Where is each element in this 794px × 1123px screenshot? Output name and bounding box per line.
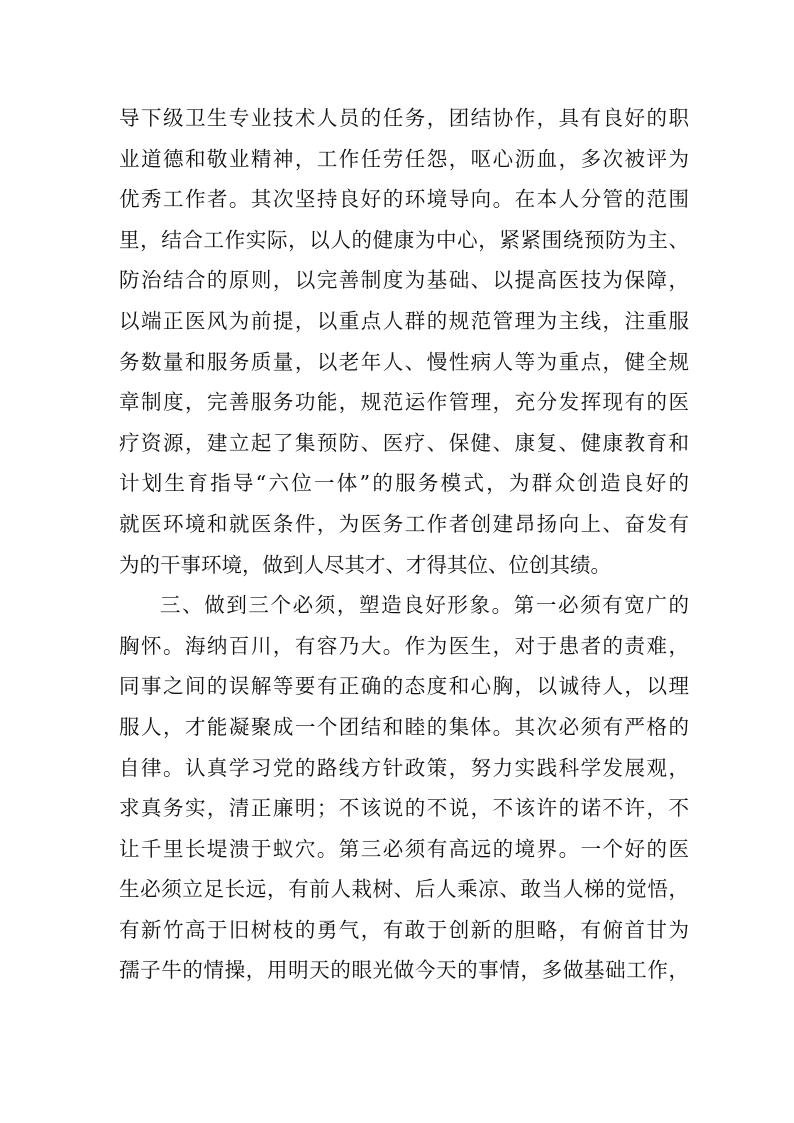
text-line: 孺子牛的情操，用明天的眼光做今天的事情，多做基础工作， <box>119 958 689 983</box>
paragraph-end-line: 为的干事环境，做到人尽其才、才得其位、位创其绩。 <box>119 552 611 577</box>
text-line: 胸怀。海纳百川，有容乃大。作为医生，对于患者的责难， <box>119 633 689 658</box>
text-line: 服人，才能凝聚成一个团结和睦的集体。其次必须有严格的 <box>119 714 689 739</box>
text-line: 务数量和服务质量，以老年人、慢性病人等为重点，健全规 <box>119 349 689 374</box>
text-line: 业道德和敬业精神，工作任劳任怨，呕心沥血，多次被评为 <box>119 146 689 171</box>
text-line: 求真务实，清正廉明；不该说的不说，不该许的诺不许，不 <box>119 796 689 821</box>
text-line: 生必须立足长远，有前人栽树、后人乘凉、敢当人梯的觉悟， <box>119 877 689 902</box>
text-line: 章制度，完善服务功能，规范运作管理，充分发挥现有的医 <box>119 390 689 415</box>
text-line: 同事之间的误解等要有正确的态度和心胸，以诚待人，以理 <box>119 674 689 699</box>
text-line: 让千里长堤溃于蚁穴。第三必须有高远的境界。一个好的医 <box>119 836 689 861</box>
text-line: 里，结合工作实际，以人的健康为中心，紧紧围绕预防为主、 <box>119 227 689 252</box>
text-line: 疗资源，建立起了集预防、医疗、保健、康复、健康教育和 <box>119 430 689 455</box>
text-line: 优秀工作者。其次坚持良好的环境导向。在本人分管的范围 <box>119 187 689 212</box>
text-line: 防治结合的原则，以完善制度为基础、以提高医技为保障， <box>119 268 689 293</box>
text-line: 就医环境和就医条件，为医务工作者创建昂扬向上、奋发有 <box>119 511 689 536</box>
text-line: 导下级卫生专业技术人员的任务，团结协作，具有良好的职 <box>119 106 689 130</box>
paragraph-start-line: 三、做到三个必须，塑造良好形象。第一必须有宽广的 <box>160 593 689 618</box>
text-line: 计划生育指导“六位一体”的服务模式，为群众创造良好的 <box>119 471 689 496</box>
text-line: 有新竹高于旧树枝的勇气，有敢于创新的胆略，有俯首甘为 <box>119 917 689 942</box>
text-line: 自律。认真学习党的路线方针政策，努力实践科学发展观， <box>119 755 689 780</box>
body-text <box>119 98 689 991</box>
text-line: 以端正医风为前提，以重点人群的规范管理为主线，注重服 <box>119 308 689 333</box>
